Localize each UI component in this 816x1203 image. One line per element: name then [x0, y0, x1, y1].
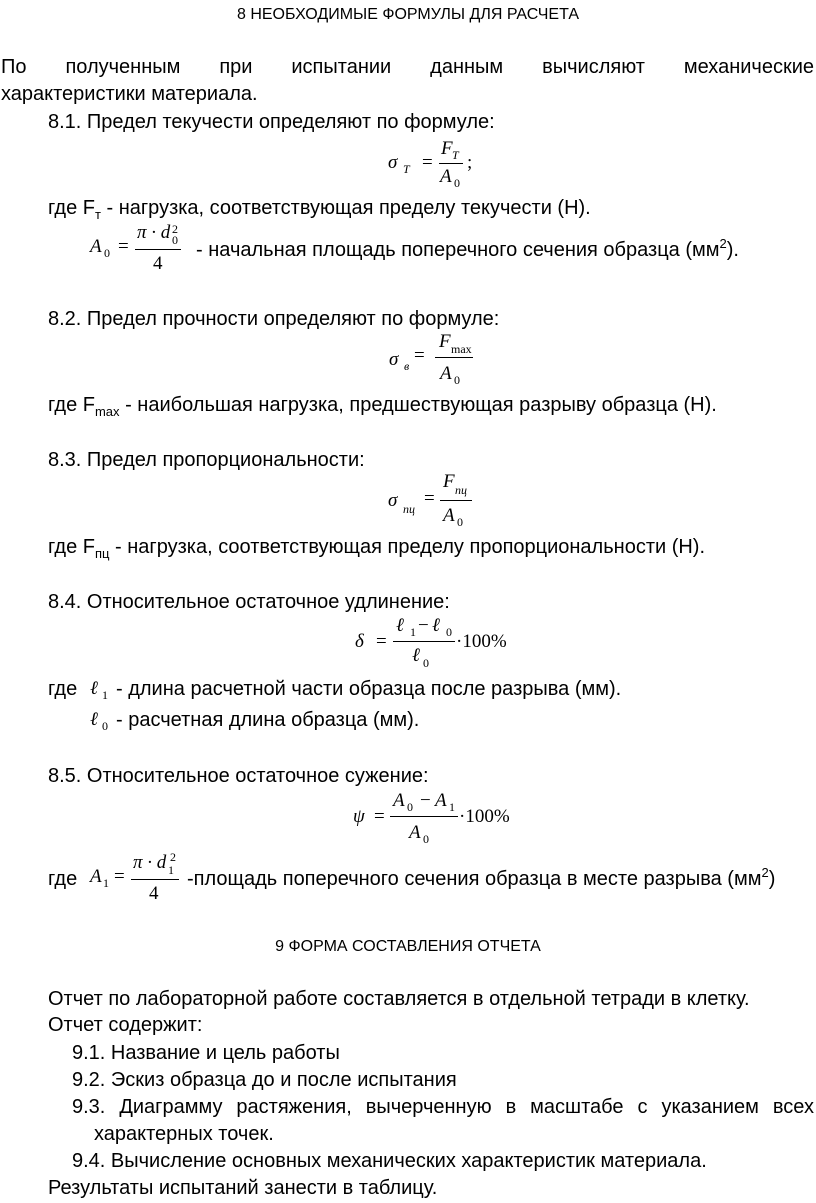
fraction-bar [135, 249, 181, 250]
list-item: 9.3. Диаграмму растяжения, вычерченную в масштабе с указанием всех [72, 1096, 814, 1118]
report-paragraph-line: Отчет по лабораторной работе составляется в отдельной тетради в клетку. [48, 988, 750, 1010]
subscript-t: T [452, 148, 459, 162]
subscript-t: T [403, 162, 410, 176]
equals-sign: = [424, 488, 435, 509]
report-paragraph-line: Отчет содержит: [48, 1014, 203, 1036]
list-item-continuation: характерных точек. [94, 1123, 274, 1145]
where-label: где [48, 678, 78, 700]
fraction-bar [393, 641, 455, 642]
subscript-0: 0 [407, 800, 413, 814]
denominator-a: A [443, 505, 455, 526]
list-item: 9.4. Вычисление основных механических характеристик материала. [72, 1150, 707, 1172]
ell-symbol: ℓ [396, 615, 404, 636]
fraction-bar [390, 816, 458, 817]
subscript-0: 0 [104, 246, 110, 260]
definition-a0: - начальная площадь поперечного сечения образца $(мм^2)$. [196, 236, 739, 261]
definition-f-max: где $F_{max}$ - наибольшая нагрузка, предшествующая разрыву образца (Н). [48, 394, 717, 419]
subscript-0: 0 [454, 176, 460, 190]
subscript-pc: пц [403, 502, 415, 516]
delta-symbol: δ [355, 631, 364, 652]
minus-sign: − [418, 615, 429, 636]
a-symbol: A [90, 236, 102, 257]
semicolon: ; [467, 152, 473, 173]
subscript-1: 1 [449, 800, 455, 814]
subsection-8-2-title: 8.2. Предел прочности определяют по формуле: [48, 308, 500, 330]
superscript-2: 2 [170, 850, 176, 864]
definition-f-t: где $F_т$ - нагрузка, соответствующая пределу текучести (Н). [48, 197, 591, 222]
equals-sign: = [118, 236, 129, 257]
fraction-bar [440, 500, 472, 501]
subscript-0: 0 [172, 233, 178, 247]
fraction-bar [439, 163, 463, 164]
sigma-symbol: σ [388, 152, 398, 173]
subscript-0: 0 [446, 625, 452, 639]
equals-sign: = [114, 866, 125, 887]
section-9-heading: 9 ФОРМА СОСТАВЛЕНИЯ ОТЧЕТА [275, 938, 541, 955]
sigma-symbol: σ [388, 490, 398, 511]
list-item: 9.2. Эскиз образца до и после испытания [72, 1069, 457, 1091]
ell-symbol: ℓ [90, 709, 98, 730]
equals-sign: = [422, 152, 433, 173]
ell-symbol: ℓ [412, 645, 420, 666]
list-item: 9.1. Название и цель работы [72, 1042, 340, 1064]
times-100-percent: ·100% [456, 631, 507, 652]
subsection-8-1-title: 8.1. Предел текучести определяют по формуле: [48, 111, 495, 133]
definition-l1: - длина расчетной части образца после разрыва (мм). [116, 678, 622, 700]
subscript-pc: пц [455, 483, 467, 497]
numerator-f: F [439, 331, 451, 352]
subsection-8-4-title: 8.4. Относительное остаточное удлинение: [48, 591, 450, 613]
minus-sign: − [420, 790, 431, 811]
subsection-8-3-title: 8.3. Предел пропорциональности: [48, 449, 365, 471]
fraction-bar [131, 879, 179, 880]
denominator-a: A [440, 166, 452, 187]
subscript-1: 1 [102, 688, 108, 702]
definition-l0: - расчетная длина образца (мм). [116, 709, 420, 731]
numerator-pi-d: π · d [137, 222, 171, 243]
subscript-0: 0 [454, 373, 460, 387]
numerator-pi-d: π · d [133, 852, 167, 873]
section-8-heading: 8 НЕОБХОДИМЫЕ ФОРМУЛЫ ДЛЯ РАСЧЕТА [236, 6, 580, 23]
subscript-1: 1 [168, 863, 174, 877]
denominator-4: 4 [149, 883, 159, 904]
numerator-f: F [443, 471, 455, 492]
subscript-0: 0 [423, 832, 429, 846]
subscript-1: 1 [410, 625, 416, 639]
where-label: где [48, 868, 78, 890]
psi-symbol: ψ [353, 806, 365, 827]
final-instruction: Результаты испытаний занести в таблицу. [48, 1177, 438, 1199]
numerator-a: A [393, 790, 405, 811]
denominator-a: A [440, 363, 452, 384]
subscript-0: 0 [102, 719, 108, 733]
subscript-max: max [451, 342, 472, 356]
denominator-a: A [409, 822, 421, 843]
equals-sign: = [414, 345, 425, 366]
superscript-2: 2 [172, 222, 178, 236]
denominator-4: 4 [153, 253, 163, 274]
subscript-0: 0 [423, 656, 429, 670]
ell-symbol: ℓ [432, 615, 440, 636]
equals-sign: = [374, 806, 385, 827]
subscript-0: 0 [457, 515, 463, 529]
definition-a1: -площадь поперечного сечения образца в месте разрыва $(мм^2)$ [187, 865, 776, 890]
fraction-bar [435, 357, 473, 358]
intro-paragraph-line: характеристики материала. [1, 83, 258, 105]
a-symbol: A [90, 866, 102, 887]
numerator-a: A [435, 790, 447, 811]
subscript-v: в [404, 359, 410, 373]
sigma-symbol: σ [389, 349, 399, 370]
intro-paragraph-line: По полученным при испытании данным вычисляют механические [1, 56, 814, 78]
ell-symbol: ℓ [90, 678, 98, 699]
subscript-1: 1 [103, 876, 109, 890]
subsection-8-5-title: 8.5. Относительное остаточное сужение: [48, 765, 429, 787]
times-100-percent: ·100% [459, 806, 510, 827]
numerator-f: F [441, 138, 453, 159]
equals-sign: = [376, 631, 387, 652]
definition-f-pc: где $F_{пц}$ - нагрузка, соответствующая пределу пропорциональности (Н). [48, 536, 706, 561]
